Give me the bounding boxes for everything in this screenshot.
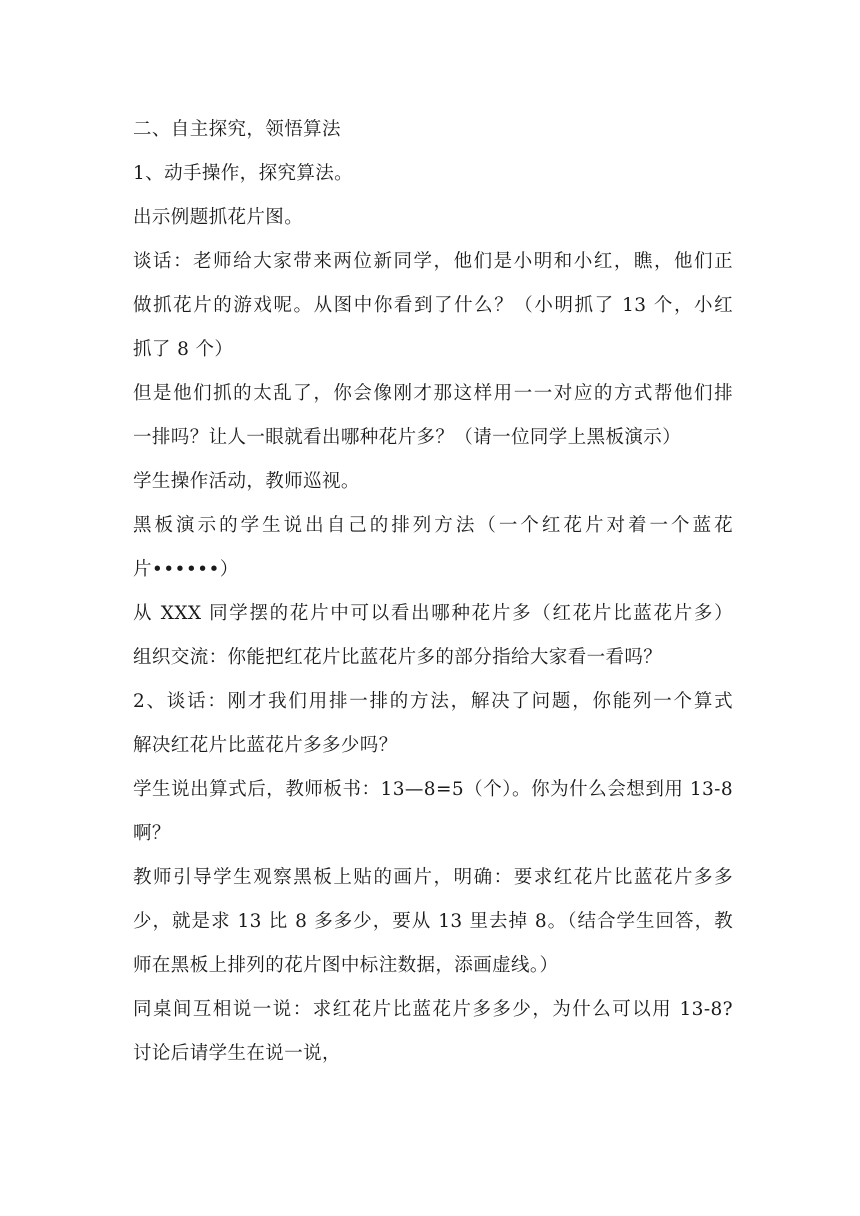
paragraph-line: 学生说出算式后，教师板书：13—8=5（个）。你为什么会想到用 13-8 [133, 779, 733, 800]
paragraph-line: 少，就是求 13 比 8 多多少，要从 13 里去掉 8。（结合学生回答，教 [133, 911, 733, 932]
paragraph-line: 抓了 8 个） [133, 339, 234, 360]
paragraph-line: 师在黑板上排列的花片图中标注数据，添画虚线。） [133, 955, 559, 976]
section-heading: 二、自主探究，领悟算法 [133, 119, 341, 140]
paragraph-line: 一排吗？让人一眼就看出哪种花片多？（请一位同学上黑板演示） [133, 427, 682, 448]
paragraph-line: 同桌间互相说一说：求红花片比蓝花片多多少，为什么可以用 13-8? [133, 999, 733, 1020]
paragraph-line: 讨论后请学生在说一说， [133, 1043, 341, 1064]
paragraph-line: 从 XXX 同学摆的花片中可以看出哪种花片多（红花片比蓝花片多） [133, 603, 733, 624]
paragraph-line: 解决红花片比蓝花片多多少吗？ [133, 735, 398, 756]
subsection-heading: 2、谈话：刚才我们用排一排的方法，解决了问题，你能列一个算式 [133, 691, 733, 712]
paragraph-line: 片••••••） [133, 559, 239, 580]
paragraph-line: 啊？ [133, 823, 171, 844]
paragraph-line: 谈话：老师给大家带来两位新同学，他们是小明和小红，瞧，他们正 [133, 251, 733, 272]
paragraph-line: 出示例题抓花片图。 [133, 207, 304, 228]
paragraph-line: 但是他们抓的太乱了，你会像刚才那这样用一一对应的方式帮他们排 [133, 383, 733, 404]
paragraph-line: 学生操作活动，教师巡视。 [133, 471, 360, 492]
paragraph-line: 黑板演示的学生说出自己的排列方法（一个红花片对着一个蓝花 [133, 515, 733, 536]
document-body [133, 108, 733, 1076]
paragraph-line: 做抓花片的游戏呢。从图中你看到了什么？（小明抓了 13 个，小红 [133, 295, 733, 316]
subsection-heading: 1、动手操作，探究算法。 [133, 163, 354, 184]
paragraph-line: 组织交流：你能把红花片比蓝花片多的部分指给大家看一看吗？ [133, 647, 663, 668]
paragraph-line: 教师引导学生观察黑板上贴的画片，明确：要求红花片比蓝花片多多 [133, 867, 733, 888]
